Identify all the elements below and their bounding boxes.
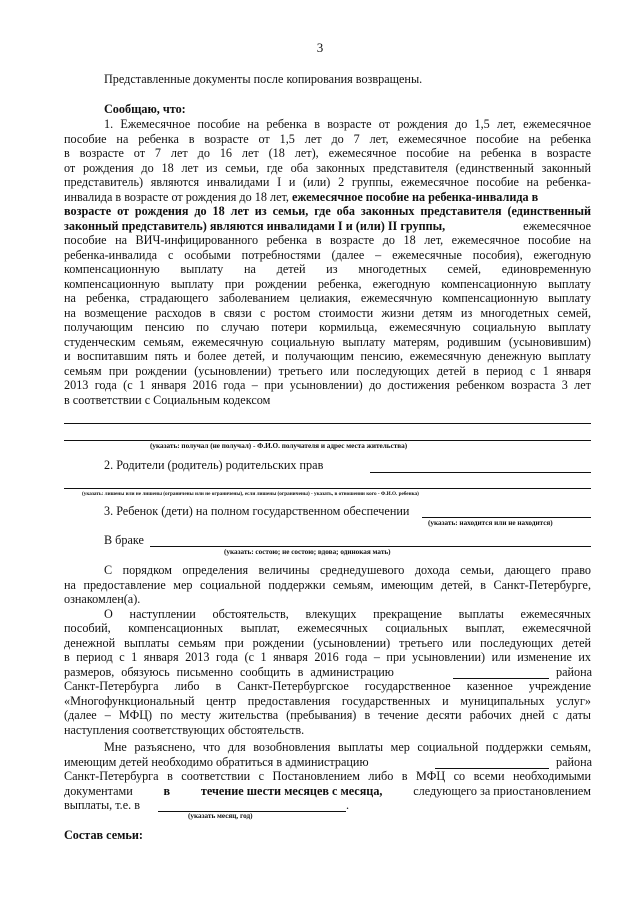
explanation-period: . bbox=[346, 798, 350, 812]
income-paragraph-line: на предоставление мер социальной поддержки семьям, имеющим детей, в Санкт-Петербурге, bbox=[64, 578, 591, 592]
circumstances-district-word: района bbox=[556, 665, 593, 679]
p1-line: в возрасте от 7 лет до 16 лет (18 лет), ежемесячное пособие на ребенка в возрасте bbox=[64, 146, 591, 160]
circumstances-paragraph-line: (далее – МФЦ) по месту жительства (пребывания) в течение десяти рабочих дней с даты bbox=[64, 708, 591, 722]
parental-rights-field-line-2[interactable] bbox=[64, 488, 591, 489]
recipient-field-line-1[interactable] bbox=[64, 423, 591, 424]
p1-text: инвалида в возрасте от рождения до 18 лет, bbox=[64, 190, 289, 204]
income-paragraph-line: С порядком определения величины среднедушевого дохода семьи, дающего право bbox=[104, 563, 591, 577]
explanation-paragraph-line: Санкт-Петербурга в соответствии с Постановлением либо в МФЦ со всеми необходимыми bbox=[64, 769, 591, 783]
circumstances-paragraph-line: наступления соответствующих обстоятельств. bbox=[64, 723, 305, 737]
p1-line: представитель) являются инвалидами I и (или) 2 группы, ежемесячное пособие на ребенка- bbox=[64, 175, 591, 189]
p1-bold-text: законный представитель) являются инвалидами I и (или) II группы, bbox=[64, 219, 446, 233]
circumstances-paragraph-line: пособий, компенсационных выплат, ежемесячных социальных выплат, ежемесячной bbox=[64, 621, 591, 635]
p1-bold-text: ежемесячное пособие на ребенка-инвалида в bbox=[291, 190, 539, 204]
explanation-admin-text: имеющим детей необходимо обратиться в администрацию bbox=[64, 755, 369, 769]
p1-line bbox=[64, 219, 591, 234]
state-support-field[interactable] bbox=[422, 517, 591, 518]
documents-returned-text: Представленные документы после копирования возвращены. bbox=[104, 72, 423, 86]
circumstances-paragraph-line: в период с 1 января 2013 года (с 1 января 2016 года – при усыновлении) или изменение их bbox=[64, 650, 591, 664]
p1-line: ребенка-инвалида с особыми потребностями (далее – ежемесячные пособия), ежегодную bbox=[64, 248, 591, 262]
circumstances-paragraph-line: Санкт-Петербурга либо в Санкт-Петербургское государственное казенное учреждение bbox=[64, 679, 591, 693]
circumstances-admin-text: размеров, обязуюсь письменно сообщить в администрацию bbox=[64, 665, 394, 679]
p1-line bbox=[64, 190, 591, 205]
p1-line: пособие на ВИЧ-инфицированного ребенка в возрасте до 18 лет, ежемесячное пособие на bbox=[64, 233, 591, 247]
p1-line: 1. Ежемесячное пособие на ребенка в возрасте от рождения до 1,5 лет, ежемесячное bbox=[104, 117, 591, 131]
p1-line: и воспитавшим пять и более детей, и получающим пенсию, ежемесячную денежную выплату bbox=[64, 349, 591, 363]
parental-rights-field[interactable] bbox=[370, 472, 591, 473]
p1-line: на возмещение расходов в связи с ростом стоимости жизни детям из многодетных семей, bbox=[64, 306, 591, 320]
p1-line: на ребенка, страдающего заболеванием целиакия, ежемесячную компенсационную выплату bbox=[64, 291, 591, 305]
page-number: 3 bbox=[316, 40, 324, 55]
month-year-caption: (указать месяц, год) bbox=[188, 812, 253, 820]
parental-rights-label: 2. Родители (родитель) родительских прав bbox=[104, 458, 324, 472]
circumstances-paragraph-line: О наступлении обстоятельств, влекущих прекращение выплаты ежемесячных bbox=[104, 607, 591, 621]
circumstances-paragraph-line: денежной выплаты семьям при рождении (усыновлении) третьего или последующих детей bbox=[64, 636, 591, 650]
explanation-paragraph-line bbox=[64, 784, 591, 799]
explanation-bold-text: в bbox=[163, 784, 171, 798]
p1-line: пособие на ребенка в возрасте от 1,5 лет до 7 лет, ежемесячное пособие на ребенка bbox=[64, 132, 591, 146]
explanation-district-word: района bbox=[556, 755, 593, 769]
p1-line: получающим пенсию по случаю потери кормильца, ежемесячную социальную выплату bbox=[64, 320, 591, 334]
explanation-month-text: выплаты, т.е. в bbox=[64, 798, 140, 812]
state-support-label: 3. Ребенок (дети) на полном государственном обеспечении bbox=[104, 504, 410, 518]
p1-line: компенсационную выплату при рождении ребенка, ежегодную компенсационную выплату bbox=[64, 277, 591, 291]
state-support-caption: (указать: находится или не находится) bbox=[428, 519, 553, 527]
p1-line: студенческим семьям, ежемесячную социальную выплату матерям, родившим (усыновившим) bbox=[64, 335, 591, 349]
p1-line: компенсационную выплату на детей из многодетных семей, единовременную bbox=[64, 262, 591, 276]
p1-line: в соответствии с Социальным кодексом bbox=[64, 393, 271, 407]
inform-heading: Сообщаю, что: bbox=[104, 102, 186, 116]
p1-text: ежемесячное bbox=[523, 219, 591, 233]
p1-line: семьям при рождении (усыновлении) третьего или последующих детей в период с 1 января bbox=[64, 364, 591, 378]
p1-line: 2013 года (с 1 января 2016 года – при усыновлении) до достижения ребенком возраста 3 лет bbox=[64, 378, 591, 392]
parental-rights-caption: (указать: лишены или не лишены (ограничены или не ограничены), если лишены (ограничены) - указать, в отношении кого - Ф.И.О. ребенка) bbox=[82, 491, 419, 497]
explanation-paragraph-line: Мне разъяснено, что для возобновления выплаты мер социальной поддержки семьям, bbox=[104, 740, 591, 754]
p1-line: от рождения до 18 лет из семьи, где оба законных представителя (единственный законный bbox=[64, 161, 591, 175]
recipient-field-caption: (указать: получал (не получал) - Ф.И.О. получателя и адрес места жительства) bbox=[150, 442, 408, 450]
p1-bold-line: возрасте от рождения до 18 лет из семьи, где оба законных представителя (единственный bbox=[64, 204, 591, 218]
explanation-bold-text: течение шести месяцев с месяца, bbox=[200, 784, 383, 798]
marriage-caption: (указать: состою; не состою; вдова; одинокая мать) bbox=[224, 548, 391, 556]
explanation-text: следующего за приостановлением bbox=[413, 784, 591, 798]
family-composition-heading: Состав семьи: bbox=[64, 828, 143, 842]
explanation-text: документами bbox=[64, 784, 133, 798]
circumstances-paragraph-line: «Многофункциональный центр предоставления государственных и муниципальных услуг» bbox=[64, 694, 591, 708]
income-paragraph-line: ознакомлен(а). bbox=[64, 592, 141, 606]
marriage-field[interactable] bbox=[150, 546, 591, 547]
marriage-label: В браке bbox=[104, 533, 144, 547]
recipient-field-line-2[interactable] bbox=[64, 440, 591, 441]
